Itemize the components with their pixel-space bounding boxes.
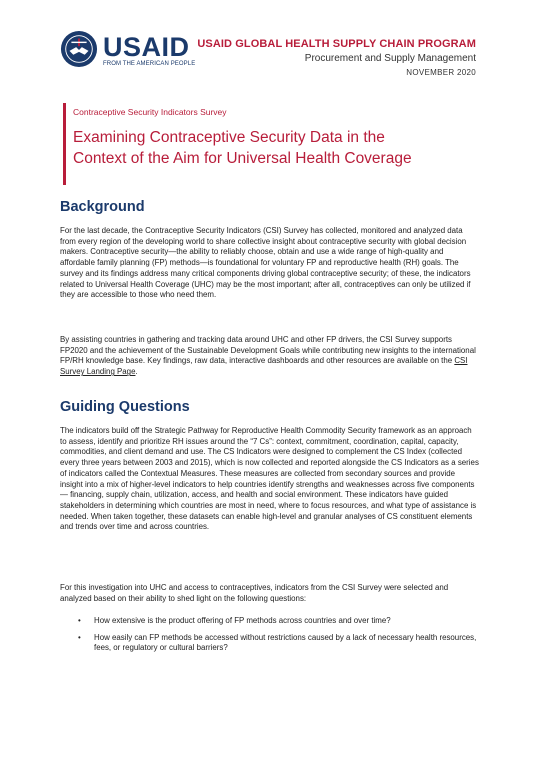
list-item-text: How easily can FP methods be accessed without restrictions caused by a lack of necessary health resources, fees, or regulatory or cultural barriers? — [94, 632, 477, 653]
guiding-paragraph-1: The indicators build off the Strategic Pathway for Reproductive Health Commodity Security framework as an approach to assess, identify and prioritize RH issues around the “7 Cs”: context, commitment, coordination, capital, capacity, commodities, and client demand and use. The CS Indicators were designed to complement the CS Index (collected every three years between 2003 and 2015), which is now collected and reported alongside the CS Indicators as a series of indicators called the Contextual Measures. These measures are collected from secondary sources and provide insight into a mix of higher-level indicators to help countries identify strengths and weaknesses across five components — financing, supply chain, utilization, access, and health and social environment. These indicators have guided stakeholders in determining which countries are most in need, where to focus resources, and what type of assistance is needed. When taken together, these datasets can enable high-level and granular analyses of CS constituent elements and trends over time and across countries. — [60, 426, 479, 532]
background-paragraph-2-text: By assisting countries in gathering and tracking data around UHC and other FP drivers, the CSI Survey supports FP2020 and the achievement of the Sustainable Development Goals while contributing new insights to the international FP/RH knowledge base. Key findings, raw data, interactive dashboards and other resources are available on the — [60, 335, 476, 366]
background-paragraph-2-end: . — [135, 367, 138, 377]
title-line-2: Context of the Aim for Universal Health Coverage — [73, 150, 412, 167]
guiding-questions-heading: Guiding Questions — [60, 399, 190, 415]
usaid-seal-icon — [60, 30, 98, 68]
guiding-paragraph-2: For this investigation into UHC and access to contraceptives, indicators from the CSI Survey were selected and analyzed based on their ability to shed light on the following questions: — [60, 583, 449, 603]
logo-wordmark: USAID — [103, 32, 190, 62]
document-title — [73, 127, 483, 169]
background-paragraph-2 — [60, 335, 480, 378]
background-heading: Background — [60, 199, 145, 215]
list-item — [78, 633, 480, 654]
title-line-1: Examining Contraceptive Security Data in the — [73, 129, 385, 146]
program-name: USAID GLOBAL HEALTH SUPPLY CHAIN PROGRAM — [197, 38, 476, 50]
bullet-icon: • — [78, 632, 81, 642]
title-block — [63, 103, 483, 185]
list-item — [78, 616, 480, 627]
program-subtitle: Procurement and Supply Management — [304, 53, 476, 64]
publication-date: NOVEMBER 2020 — [406, 68, 476, 77]
list-item-text: How extensive is the product offering of FP methods across countries and over time? — [94, 616, 391, 625]
logo-tagline: FROM THE AMERICAN PEOPLE — [103, 61, 196, 67]
header-program-info — [197, 38, 476, 77]
guiding-questions-list — [78, 616, 480, 660]
survey-kicker: Contraceptive Security Indicators Survey — [73, 107, 227, 117]
background-paragraph-1: For the last decade, the Contraceptive Security Indicators (CSI) Survey has collected, monitored and analyzed data from every region of the developing world to share collective insight about contraceptive security with global decision makers. Contraceptive security—the ability to reliably choose, obtain and use a wide range of high-quality and affordable family planning (FP) methods—is foundational for voluntary FP and reproductive health (RH) goals. The survey and its findings address many critical components driving global contraceptive security; of these, the indicators related to Universal Health Coverage (UHC) may be the most important; after all, contraceptives can only be utilized if they are accessible to those who need them. — [60, 226, 471, 300]
usaid-logo — [60, 30, 200, 72]
csi-survey-landing-page-link[interactable]: CSI Survey Landing Page — [60, 356, 468, 377]
bullet-icon: • — [78, 616, 81, 625]
